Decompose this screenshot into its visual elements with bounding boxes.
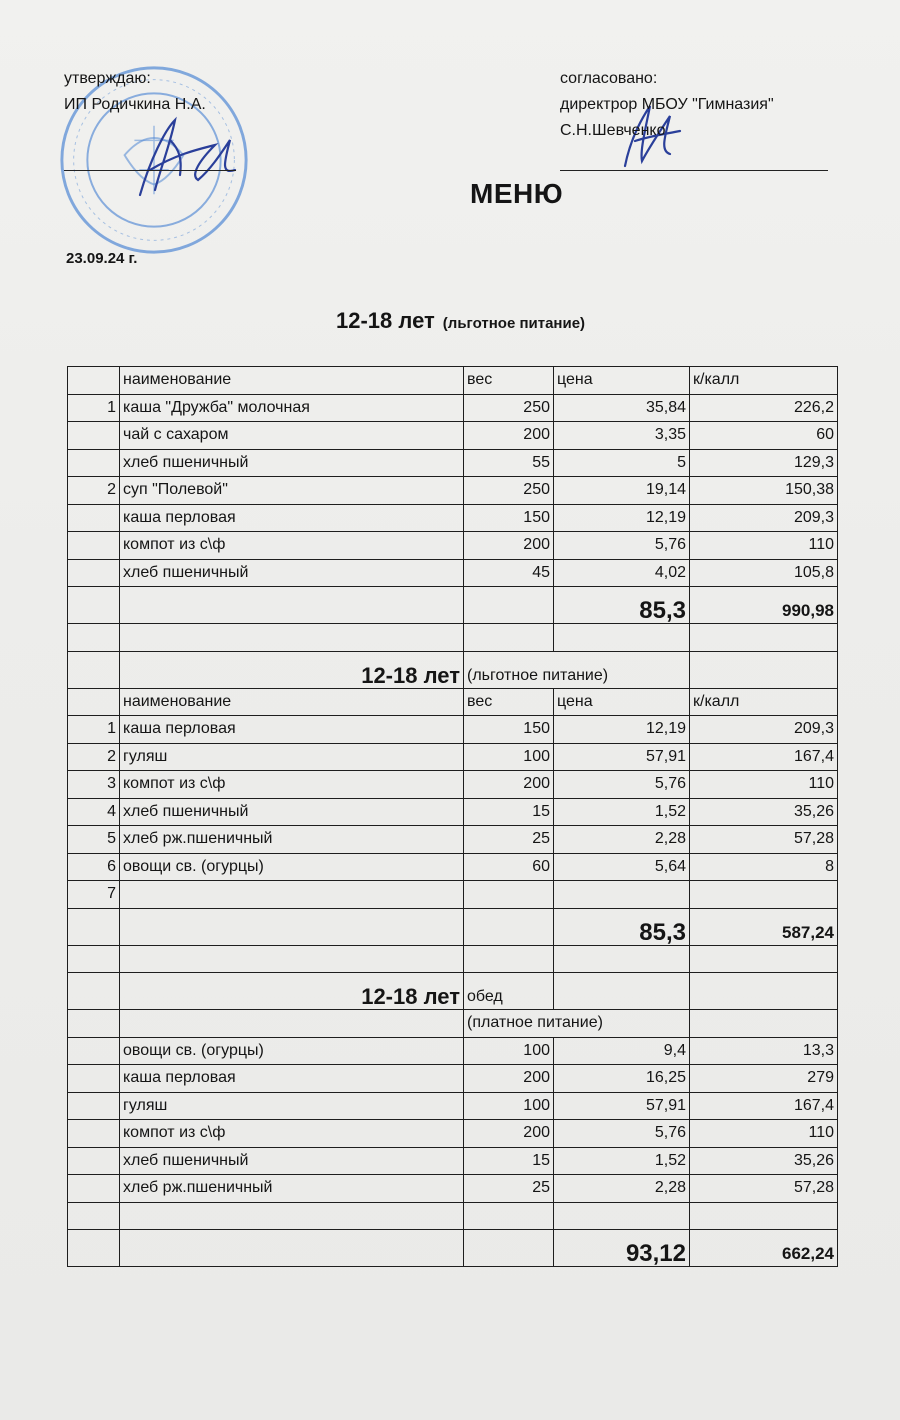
dish-name-cell: хлеб пшеничный — [120, 1147, 464, 1175]
weight-cell: 150 — [464, 504, 554, 532]
section-subtitle-cell: (платное питание) — [464, 1010, 690, 1038]
weight-cell: 250 — [464, 477, 554, 505]
price-cell: 19,14 — [554, 477, 690, 505]
empty-cell — [690, 973, 838, 1010]
table-row — [68, 826, 838, 854]
dish-name-cell: овощи св. (огурцы) — [120, 853, 464, 881]
agreement-block — [560, 66, 774, 144]
weight-cell: 200 — [464, 1065, 554, 1093]
price-cell: 5,64 — [554, 853, 690, 881]
approve-label: утверждаю: — [64, 70, 151, 87]
table-row — [68, 1037, 838, 1065]
dish-name-cell: хлеб пшеничный — [120, 798, 464, 826]
empty-cell — [464, 1230, 554, 1267]
price-cell: 1,52 — [554, 798, 690, 826]
row-number-cell — [68, 1175, 120, 1203]
table-row — [68, 477, 838, 505]
table-row — [68, 559, 838, 587]
section-age-cell: 12-18 лет — [120, 651, 464, 688]
row-number-cell: 6 — [68, 853, 120, 881]
kcal-cell: 8 — [690, 853, 838, 881]
row-number-cell: 1 — [68, 394, 120, 422]
empty-cell — [690, 945, 838, 973]
weight-cell: 60 — [464, 853, 554, 881]
dish-name-cell: гуляш — [120, 1092, 464, 1120]
approve-name: ИП Родичкина Н.А. — [64, 96, 206, 113]
price-cell: 2,28 — [554, 1175, 690, 1203]
kcal-cell: 209,3 — [690, 504, 838, 532]
kcal-cell: 209,3 — [690, 716, 838, 744]
weight-cell: 250 — [464, 394, 554, 422]
empty-cell — [68, 945, 120, 973]
price-cell: 3,35 — [554, 422, 690, 450]
dish-name-cell: каша "Дружба" молочная — [120, 394, 464, 422]
price-cell: 12,19 — [554, 504, 690, 532]
price-cell: 5,76 — [554, 1120, 690, 1148]
price-cell: 5 — [554, 449, 690, 477]
empty-row — [68, 1202, 838, 1230]
header-name-cell: наименование — [120, 367, 464, 395]
document-date: 23.09.24 г. — [66, 250, 138, 267]
empty-cell — [554, 945, 690, 973]
table-row — [68, 449, 838, 477]
price-cell: 5,76 — [554, 532, 690, 560]
table-row — [68, 853, 838, 881]
dish-name-cell: хлеб пшеничный — [120, 559, 464, 587]
empty-cell — [690, 1202, 838, 1230]
table-row — [68, 1120, 838, 1148]
total-price-cell: 93,12 — [554, 1230, 690, 1267]
price-cell: 12,19 — [554, 716, 690, 744]
kcal-cell — [690, 881, 838, 909]
total-kcal-cell: 587,24 — [690, 908, 838, 945]
weight-cell — [464, 881, 554, 909]
empty-cell — [68, 1202, 120, 1230]
table-row — [68, 716, 838, 744]
kcal-cell: 110 — [690, 532, 838, 560]
section-subtitle-row — [68, 1010, 838, 1038]
table-row — [68, 504, 838, 532]
kcal-cell: 129,3 — [690, 449, 838, 477]
kcal-cell: 150,38 — [690, 477, 838, 505]
empty-cell — [68, 1230, 120, 1267]
empty-cell — [554, 1202, 690, 1230]
weight-cell: 100 — [464, 1037, 554, 1065]
price-cell: 5,76 — [554, 771, 690, 799]
kcal-cell: 57,28 — [690, 826, 838, 854]
dish-name-cell: хлеб пшеничный — [120, 449, 464, 477]
kcal-cell: 110 — [690, 1120, 838, 1148]
total-kcal-cell: 662,24 — [690, 1230, 838, 1267]
row-number-cell — [68, 559, 120, 587]
empty-cell — [68, 1010, 120, 1038]
section-heading-row — [68, 651, 838, 688]
dish-name-cell: гуляш — [120, 743, 464, 771]
approval-block — [64, 66, 206, 118]
table-row — [68, 1065, 838, 1093]
weight-cell: 200 — [464, 422, 554, 450]
kcal-cell: 167,4 — [690, 1092, 838, 1120]
row-number-cell — [68, 504, 120, 532]
header-name-cell: наименование — [120, 688, 464, 716]
weight-cell: 25 — [464, 1175, 554, 1203]
price-cell: 57,91 — [554, 1092, 690, 1120]
row-number-cell — [68, 532, 120, 560]
weight-cell: 100 — [464, 743, 554, 771]
header-kcal-cell: к/калл — [690, 367, 838, 395]
section-subtitle-cell: (льготное питание) — [464, 651, 690, 688]
empty-cell — [464, 587, 554, 624]
row-number-cell — [68, 1147, 120, 1175]
table-row — [68, 1147, 838, 1175]
row-number-cell — [68, 449, 120, 477]
row-number-cell: 3 — [68, 771, 120, 799]
total-row — [68, 908, 838, 945]
empty-cell — [690, 651, 838, 688]
table-row — [68, 1175, 838, 1203]
section-age: 12-18 лет — [336, 308, 435, 333]
price-cell: 57,91 — [554, 743, 690, 771]
row-number-cell — [68, 1092, 120, 1120]
kcal-cell: 105,8 — [690, 559, 838, 587]
row-number-cell — [68, 1037, 120, 1065]
agree-label: согласовано: — [560, 70, 658, 87]
weight-cell: 25 — [464, 826, 554, 854]
empty-cell — [68, 973, 120, 1010]
price-cell: 1,52 — [554, 1147, 690, 1175]
total-price-cell: 85,3 — [554, 587, 690, 624]
empty-cell — [554, 973, 690, 1010]
weight-cell: 150 — [464, 716, 554, 744]
empty-cell — [464, 1202, 554, 1230]
kcal-cell: 226,2 — [690, 394, 838, 422]
dish-name-cell: хлеб рж.пшеничный — [120, 826, 464, 854]
empty-cell — [120, 587, 464, 624]
empty-row — [68, 945, 838, 973]
total-row — [68, 587, 838, 624]
price-cell: 2,28 — [554, 826, 690, 854]
empty-row — [68, 624, 838, 652]
header-number-cell — [68, 367, 120, 395]
weight-cell: 15 — [464, 798, 554, 826]
dish-name-cell — [120, 881, 464, 909]
row-number-cell — [68, 1120, 120, 1148]
price-cell: 4,02 — [554, 559, 690, 587]
total-price-cell: 85,3 — [554, 908, 690, 945]
row-number-cell — [68, 1065, 120, 1093]
dish-name-cell: хлеб рж.пшеничный — [120, 1175, 464, 1203]
kcal-cell: 35,26 — [690, 1147, 838, 1175]
empty-cell — [120, 624, 464, 652]
table-row — [68, 743, 838, 771]
empty-cell — [68, 908, 120, 945]
kcal-cell: 279 — [690, 1065, 838, 1093]
empty-cell — [554, 624, 690, 652]
total-kcal-cell: 990,98 — [690, 587, 838, 624]
weight-cell: 55 — [464, 449, 554, 477]
kcal-cell: 57,28 — [690, 1175, 838, 1203]
dish-name-cell: каша перловая — [120, 1065, 464, 1093]
price-cell: 9,4 — [554, 1037, 690, 1065]
dish-name-cell: каша перловая — [120, 504, 464, 532]
signature-line-right — [560, 170, 828, 171]
weight-cell: 200 — [464, 532, 554, 560]
row-number-cell: 5 — [68, 826, 120, 854]
table-row — [68, 1092, 838, 1120]
weight-cell: 15 — [464, 1147, 554, 1175]
dish-name-cell: компот из с\ф — [120, 771, 464, 799]
column-header-row — [68, 688, 838, 716]
total-row — [68, 1230, 838, 1267]
row-number-cell: 2 — [68, 477, 120, 505]
header-price-cell: цена — [554, 688, 690, 716]
dish-name-cell: каша перловая — [120, 716, 464, 744]
kcal-cell: 60 — [690, 422, 838, 450]
section-age-cell: 12-18 лет — [120, 973, 464, 1010]
kcal-cell: 167,4 — [690, 743, 838, 771]
weight-cell: 200 — [464, 1120, 554, 1148]
kcal-cell: 35,26 — [690, 798, 838, 826]
kcal-cell: 13,3 — [690, 1037, 838, 1065]
table-row — [68, 881, 838, 909]
empty-cell — [68, 587, 120, 624]
price-cell: 16,25 — [554, 1065, 690, 1093]
dish-name-cell: овощи св. (огурцы) — [120, 1037, 464, 1065]
weight-cell: 100 — [464, 1092, 554, 1120]
row-number-cell: 7 — [68, 881, 120, 909]
agree-name: С.Н.Шевченко — [560, 122, 666, 139]
kcal-cell: 110 — [690, 771, 838, 799]
empty-cell — [464, 624, 554, 652]
table-row — [68, 771, 838, 799]
column-header-row — [68, 367, 838, 395]
menu-table — [67, 366, 838, 1267]
empty-cell — [120, 945, 464, 973]
table-row — [68, 532, 838, 560]
weight-cell: 200 — [464, 771, 554, 799]
weight-cell: 45 — [464, 559, 554, 587]
table-row — [68, 394, 838, 422]
section-subtitle: (льготное питание) — [442, 315, 586, 332]
dish-name-cell: компот из с\ф — [120, 1120, 464, 1148]
empty-cell — [464, 945, 554, 973]
price-cell — [554, 881, 690, 909]
header-number-cell — [68, 688, 120, 716]
signature-line-left — [64, 170, 236, 171]
empty-cell — [120, 1010, 464, 1038]
table-row — [68, 422, 838, 450]
empty-cell — [68, 624, 120, 652]
header-price-cell: цена — [554, 367, 690, 395]
header-kcal-cell: к/калл — [690, 688, 838, 716]
empty-cell — [690, 1010, 838, 1038]
page-title: МЕНЮ — [470, 178, 564, 209]
empty-cell — [120, 908, 464, 945]
price-cell: 35,84 — [554, 394, 690, 422]
header-weight-cell: вес — [464, 367, 554, 395]
table-row — [68, 798, 838, 826]
header-weight-cell: вес — [464, 688, 554, 716]
section-heading — [336, 308, 585, 334]
row-number-cell: 2 — [68, 743, 120, 771]
row-number-cell — [68, 422, 120, 450]
section-heading-row — [68, 973, 838, 1010]
meal-label-cell: обед — [464, 973, 554, 1010]
empty-cell — [464, 908, 554, 945]
empty-cell — [690, 624, 838, 652]
dish-name-cell: компот из с\ф — [120, 532, 464, 560]
row-number-cell: 1 — [68, 716, 120, 744]
row-number-cell: 4 — [68, 798, 120, 826]
dish-name-cell: чай с сахаром — [120, 422, 464, 450]
dish-name-cell: суп "Полевой" — [120, 477, 464, 505]
empty-cell — [120, 1230, 464, 1267]
empty-cell — [68, 651, 120, 688]
agree-role: директрор МБОУ "Гимназия" — [560, 96, 774, 113]
empty-cell — [120, 1202, 464, 1230]
